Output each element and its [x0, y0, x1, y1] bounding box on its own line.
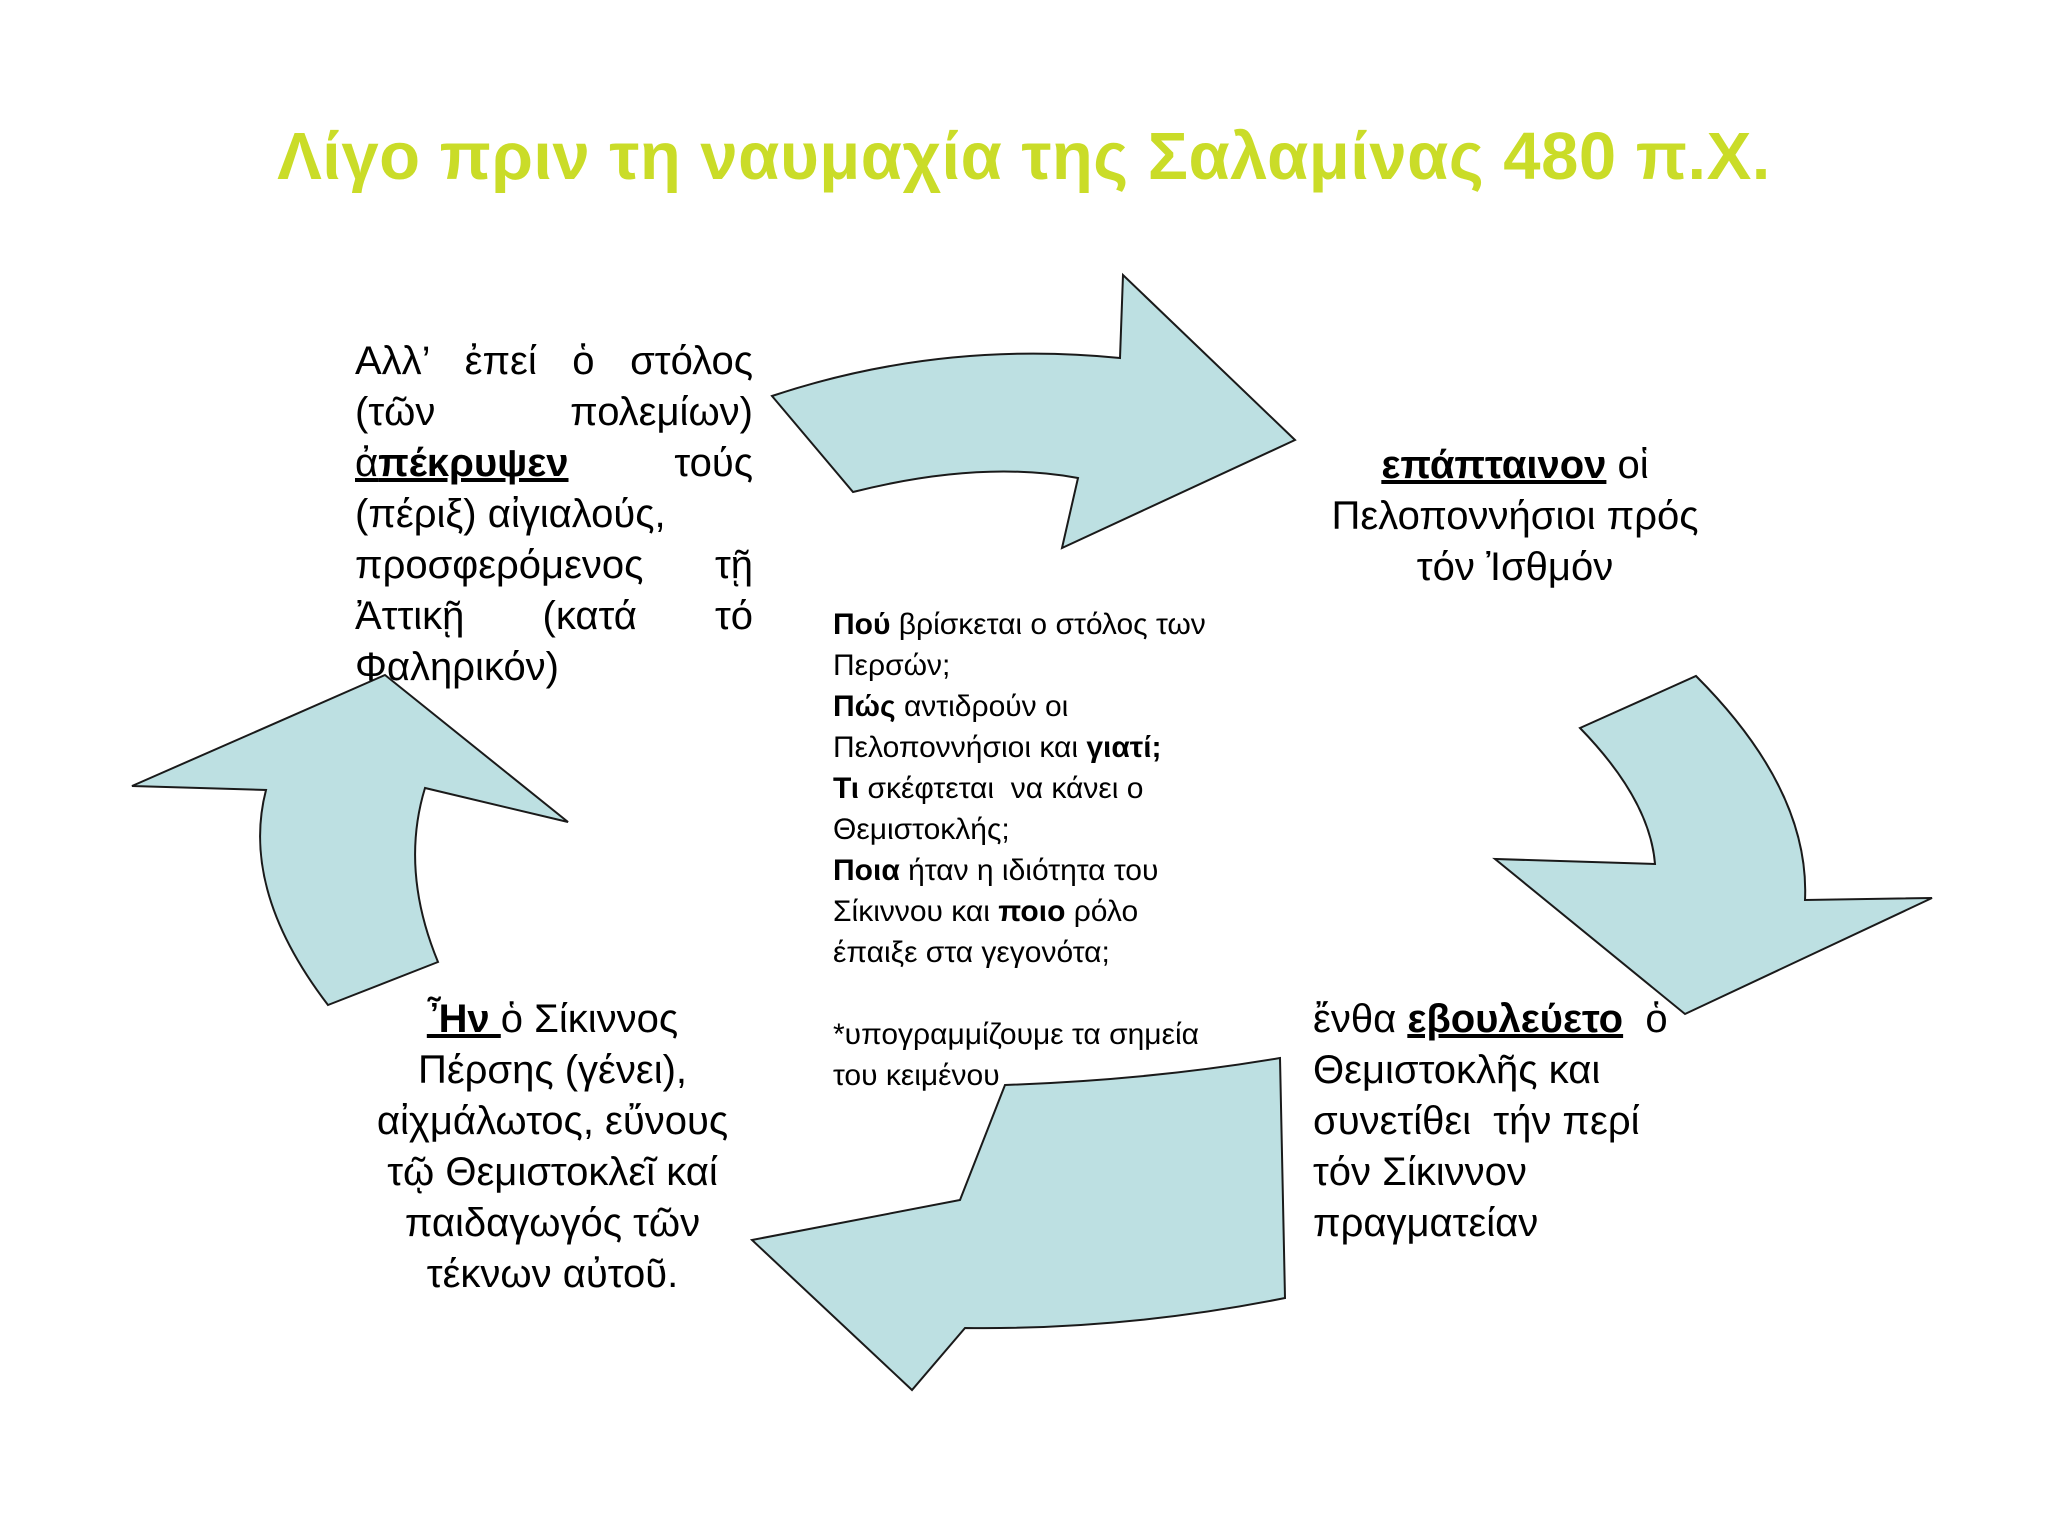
br-keyword-ebouleueto: εβουλεύετο	[1407, 997, 1624, 1041]
bl-line-5: παιδαγωγός τῶν	[404, 1201, 701, 1245]
tr-line-1-rest: οἱ	[1606, 443, 1649, 487]
q4-text-2b: ρόλο	[1065, 895, 1139, 928]
bl-line-2: Πέρσης (γένει),	[417, 1048, 688, 1092]
tl-keyword-apekrypsen: πέκρυψεν	[378, 441, 569, 485]
questions-block	[833, 604, 1283, 1096]
question-4-cont	[833, 891, 1283, 932]
arrow-right-down	[1495, 676, 1932, 1014]
text-block-bottom-left	[345, 994, 760, 1300]
q2-text-2: Πελοποννήσιοι και	[833, 731, 1087, 764]
text-block-top-left	[355, 336, 753, 693]
tl-line-4: (πέριξ) αἰγιαλούς,	[355, 492, 666, 536]
tr-line-2: Πελοποννήσιοι πρός	[1331, 494, 1699, 538]
tl-line-7: Φαληρικόν)	[355, 645, 560, 689]
bl-line-1-rest: ὁ Σίκιννος	[500, 997, 679, 1041]
question-2-cont	[833, 727, 1283, 768]
q4-keyword-2: ποιο	[998, 895, 1066, 928]
question-3-cont: Θεμιστοκλής;	[833, 813, 1010, 846]
page-title: Λίγο πριν τη ναυμαχία της Σαλαμίνας 480 π.Χ.	[277, 119, 1771, 194]
arrow-bottom-left	[752, 1058, 1285, 1390]
q3-text: σκέφτεται να κάνει ο	[859, 772, 1144, 805]
spacer	[833, 973, 1283, 1014]
q1-keyword: Πού	[833, 608, 891, 641]
text-block-top-right	[1300, 440, 1730, 593]
q1-text: βρίσκεται ο στόλος των	[890, 608, 1206, 641]
bl-line-6: τέκνων αὐτοῦ.	[426, 1252, 679, 1296]
q4-text: ήταν η ιδιότητα του	[899, 854, 1159, 887]
question-2	[833, 686, 1283, 727]
tl-line-2	[355, 387, 753, 438]
br-line-1-rest: ὁ	[1623, 997, 1668, 1041]
text-block-bottom-right	[1313, 994, 1753, 1249]
question-1-cont: Περσών;	[833, 649, 951, 682]
question-1	[833, 604, 1283, 645]
tl-line-1: Αλλ’ ἐπεί ὁ στόλος	[355, 339, 753, 383]
q2-text: αντιδρούν οι	[895, 690, 1069, 723]
br-line-2: Θεμιστοκλῆς και	[1313, 1048, 1601, 1092]
br-line-1-lead: ἔνθα	[1313, 997, 1408, 1041]
q2-keyword: Πώς	[833, 690, 896, 723]
bl-line-1	[345, 994, 760, 1045]
arrow-top-right	[772, 275, 1295, 548]
bl-line-4: τῷ Θεμιστοκλεῖ καί	[387, 1150, 718, 1194]
tr-keyword-epaptainon: επάπταινον	[1381, 443, 1607, 487]
question-3	[833, 768, 1283, 809]
bl-keyword-en: Ἦν	[426, 997, 501, 1041]
tr-line-1	[1300, 440, 1730, 491]
tl-line-3-prefix: ἀ	[355, 441, 379, 485]
tl-line-3-tail: τούς	[674, 441, 753, 485]
q4-keyword: Ποια	[833, 854, 900, 887]
br-line-4: τόν Σίκιννον	[1313, 1150, 1527, 1194]
tl-line-5: προσφερόμενος τῇ	[355, 543, 753, 587]
tl-line-3	[355, 438, 753, 489]
q2-keyword-2: γιατί;	[1086, 731, 1162, 764]
arrow-left-up	[132, 675, 568, 1005]
tl-line-2b: πολεμίων)	[570, 390, 753, 434]
note-line-1: *υπογραμμίζουμε τα σημεία	[833, 1018, 1199, 1051]
tl-line-6: Ἀττικῇ (κατά τό	[355, 594, 753, 638]
question-4	[833, 850, 1283, 891]
q3-keyword: Τι	[833, 772, 860, 805]
q4-text-2a: Σίκιννου και	[833, 895, 999, 928]
br-line-5: πραγματείαν	[1313, 1201, 1539, 1245]
tl-line-2a: (τῶν	[355, 390, 436, 434]
br-line-3: συνετίθει τήν περί	[1313, 1099, 1640, 1143]
question-4-cont-2: έπαιξε στα γεγονότα;	[833, 936, 1110, 969]
tr-line-3: τόν Ἰσθμόν	[1416, 545, 1614, 589]
br-line-1	[1313, 994, 1753, 1045]
note-line-2: του κειμένου	[833, 1059, 1000, 1092]
bl-line-3: αἰχμάλωτος, εὔνους	[376, 1099, 729, 1143]
